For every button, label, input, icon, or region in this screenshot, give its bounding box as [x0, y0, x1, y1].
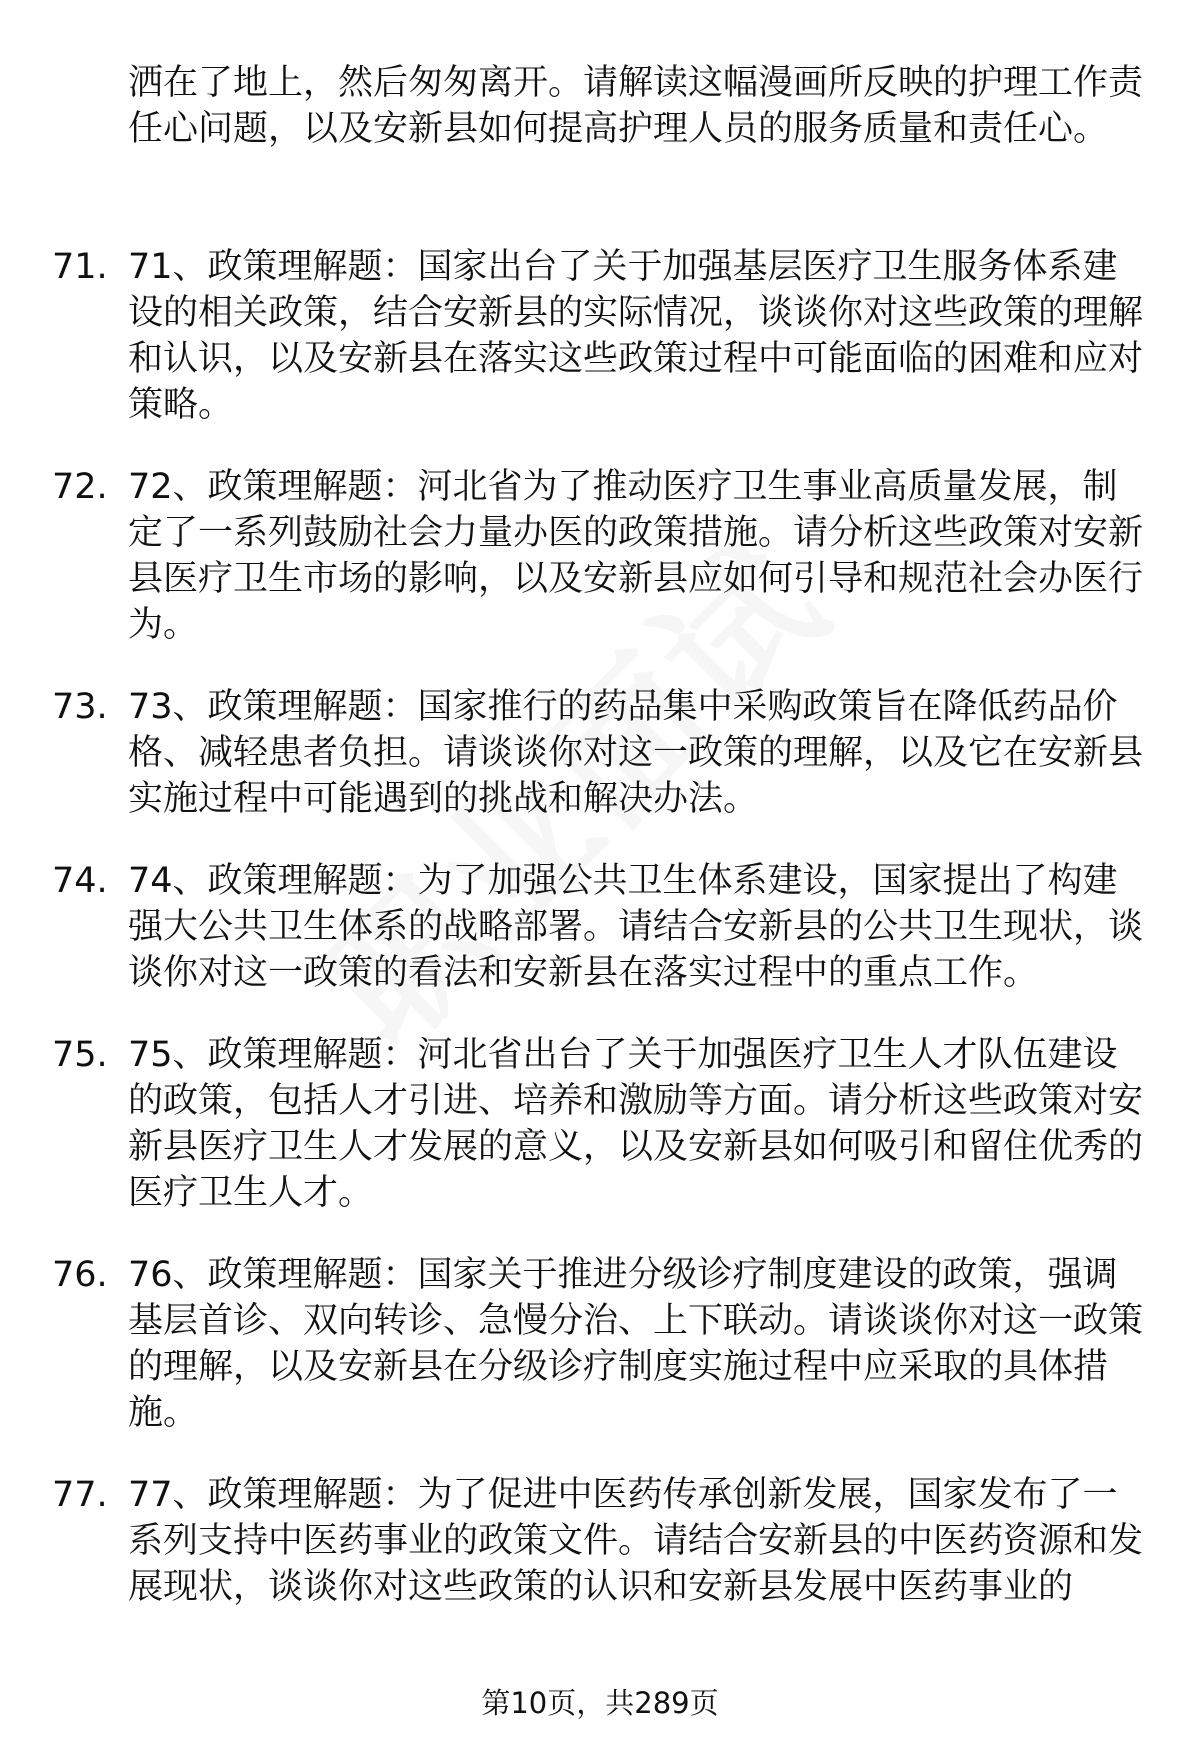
- question-number: 74.: [52, 861, 108, 901]
- question-number: 77.: [52, 1475, 108, 1515]
- question-item: [0, 464, 1200, 648]
- question-text: 75、政策理解题：河北省出台了关于加强医疗卫生人才队伍建设的政策，包括人才引进、培养和激励等方面。请分析这些政策对安新县医疗卫生人才发展的意义，以及安新县如何吸引和留住优秀的医疗卫生人才。: [128, 1035, 1144, 1213]
- question-number: 73.: [52, 687, 108, 727]
- question-item: [0, 1252, 1200, 1436]
- question-text: 71、政策理解题：国家出台了关于加强基层医疗卫生服务体系建设的相关政策，结合安新县的实际情况，谈谈你对这些政策的理解和认识，以及安新县在落实这些政策过程中可能面临的困难和应对策略。: [128, 247, 1144, 425]
- question-item: [0, 858, 1200, 996]
- question-item: [0, 244, 1200, 428]
- question-text: 73、政策理解题：国家推行的药品集中采购政策旨在降低药品价格、减轻患者负担。请谈谈你对这一政策的理解，以及它在安新县实施过程中可能遇到的挑战和解决办法。: [128, 687, 1144, 819]
- question-item: [0, 684, 1200, 822]
- question-number: 76.: [52, 1255, 108, 1295]
- continuation-paragraph: 洒在了地上，然后匆匆离开。请解读这幅漫画所反映的护理工作责任心问题，以及安新县如何提高护理人员的服务质量和责任心。: [128, 63, 1144, 149]
- question-number: 71.: [52, 247, 108, 287]
- question-text: 72、政策理解题：河北省为了推动医疗卫生事业高质量发展，制定了一系列鼓励社会力量办医的政策措施。请分析这些政策对安新县医疗卫生市场的影响，以及安新县应如何引导和规范社会办医行为。: [128, 467, 1144, 645]
- question-text: 77、政策理解题：为了促进中医药传承创新发展，国家发布了一系列支持中医药事业的政策文件。请结合安新县的中医药资源和发展现状，谈谈你对这些政策的认识和安新县发展中医药事业的: [128, 1475, 1144, 1607]
- question-item: [0, 1472, 1200, 1610]
- page-footer: 第10页，共289页: [481, 1686, 719, 1720]
- question-item: [0, 1032, 1200, 1216]
- question-list: [0, 244, 1200, 1646]
- question-text: 76、政策理解题：国家关于推进分级诊疗制度建设的政策，强调基层首诊、双向转诊、急慢分治、上下联动。请谈谈你对这一政策的理解，以及安新县在分级诊疗制度实施过程中应采取的具体措施。: [128, 1255, 1144, 1433]
- question-text: 74、政策理解题：为了加强公共卫生体系建设，国家提出了构建强大公共卫生体系的战略部署。请结合安新县的公共卫生现状，谈谈你对这一政策的看法和安新县在落实过程中的重点工作。: [128, 861, 1144, 993]
- question-number: 75.: [52, 1035, 108, 1075]
- question-number: 72.: [52, 467, 108, 507]
